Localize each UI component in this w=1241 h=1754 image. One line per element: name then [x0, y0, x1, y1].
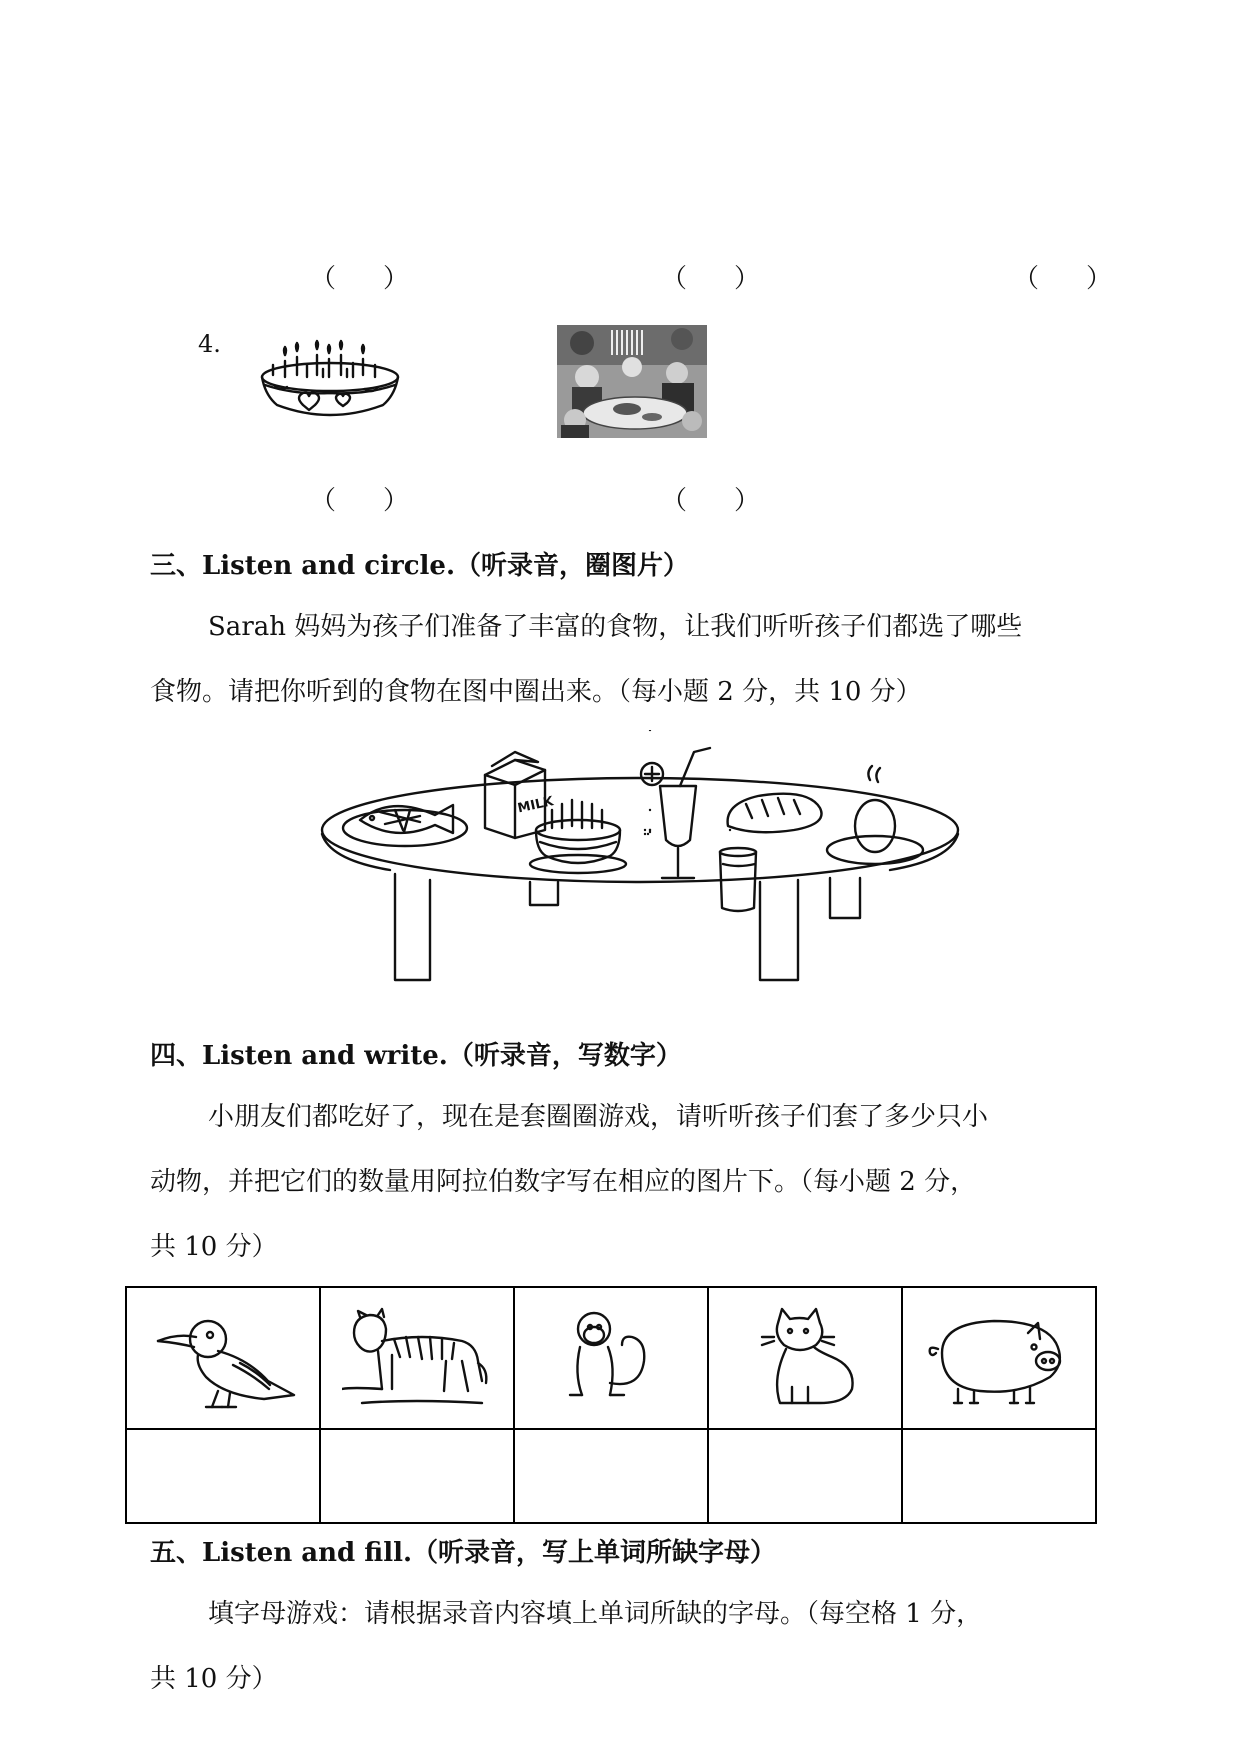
- section-heading: 四、Listen and write.（听录音，写数字）: [150, 1041, 682, 1071]
- juice-glass-icon: [641, 748, 710, 878]
- monkey-icon: [536, 1303, 686, 1413]
- picture-cell: [320, 1287, 514, 1429]
- answer-cell[interactable]: [320, 1429, 514, 1523]
- answer-cell[interactable]: [126, 1429, 320, 1523]
- paren-open: （: [661, 486, 688, 516]
- animal-count-table: [125, 1286, 1097, 1524]
- milk-label: MILK: [516, 794, 555, 817]
- instruction-line: 小朋友们都吃好了，现在是套圈圈游戏，请听听孩子们套了多少只小: [208, 1102, 989, 1132]
- paren-close: ）: [734, 486, 761, 516]
- paren-close: ）: [383, 264, 410, 294]
- picture-cell: [902, 1287, 1096, 1429]
- answer-row: [126, 1429, 1096, 1523]
- paren-close: ）: [383, 486, 410, 516]
- question-number: 4.: [198, 330, 221, 358]
- birthday-party-photo: [557, 325, 707, 438]
- paren-open: （: [310, 486, 337, 516]
- instruction-line: 共 10 分）: [150, 1232, 278, 1262]
- paren-open: （: [1013, 264, 1040, 294]
- answer-cell[interactable]: [902, 1429, 1096, 1523]
- fish-icon: [343, 805, 467, 846]
- bird-icon: [148, 1303, 298, 1413]
- paren-open: （: [661, 264, 688, 294]
- paren-open: （: [310, 264, 337, 294]
- food-table-picture: [300, 730, 965, 1005]
- instruction-line: 动物，并把它们的数量用阿拉伯数字写在相应的图片下。（每小题 2 分，: [150, 1167, 977, 1197]
- egg-icon: [827, 766, 923, 864]
- picture-row: [126, 1287, 1096, 1429]
- section-heading: 五、Listen and fill.（听录音，写上单词所缺字母）: [150, 1538, 776, 1568]
- paren-close: ）: [1086, 264, 1113, 294]
- instruction-line: 共 10 分）: [150, 1664, 278, 1694]
- pig-icon: [924, 1303, 1074, 1413]
- answer-cell[interactable]: [514, 1429, 708, 1523]
- tiger-icon: [342, 1303, 492, 1413]
- instruction-line: 填字母游戏：请根据录音内容填上单词所缺的字母。（每空格 1 分，: [208, 1599, 983, 1629]
- picture-cell: [708, 1287, 902, 1429]
- paren-close: ）: [734, 264, 761, 294]
- answer-cell[interactable]: [708, 1429, 902, 1523]
- milk-carton-icon: [485, 752, 556, 838]
- picture-cell: [514, 1287, 708, 1429]
- bread-icon: [645, 810, 650, 832]
- birthday-cake-icon: [255, 325, 405, 430]
- instruction-line: Sarah 妈妈为孩子们准备了丰富的食物，让我们听听孩子们都选了哪些: [208, 612, 1023, 642]
- section-heading: 三、Listen and circle.（听录音，圈图片）: [150, 551, 689, 581]
- picture-cell: [126, 1287, 320, 1429]
- cat-icon: [730, 1303, 880, 1413]
- instruction-line: 食物。请把你听到的食物在图中圈出来。（每小题 2 分，共 10 分）: [150, 677, 922, 707]
